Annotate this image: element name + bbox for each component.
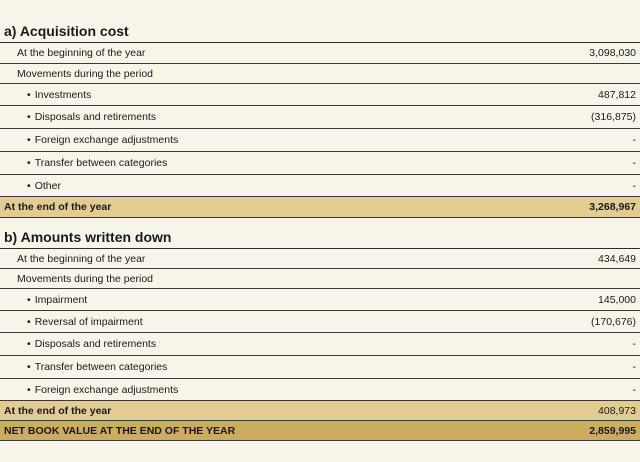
row-value: 3,098,030 [589,47,636,59]
table-row [0,129,640,152]
row-value: 487,812 [598,88,636,101]
row-label: Investments [34,88,92,101]
bullet-icon: • [27,293,31,306]
row-label: Disposals and retirements [34,111,157,123]
table-row [0,311,640,333]
subtotal-value: 408,973 [598,404,636,417]
table-row [0,43,640,64]
row-value: - [632,338,636,350]
table-row [0,269,640,289]
bullet-icon: • [27,179,31,192]
table-row [0,175,640,197]
row-value: - [632,383,636,396]
row-value: (170,676) [591,315,636,328]
row-label: Transfer between categories [34,157,168,169]
table-row [0,356,640,379]
row-label: Movements during the period [17,272,153,285]
row-value: (316,875) [591,111,636,123]
bullet-icon: • [27,315,31,328]
row-label: Foreign exchange adjustments [34,383,179,396]
row-label: At the beginning of the year [17,47,146,59]
subtotal-row [0,197,640,218]
subtotal-row [0,401,640,421]
bullet-icon: • [27,157,31,169]
table-row [0,333,640,356]
table-row [0,152,640,175]
row-label: Foreign exchange adjustments [34,134,179,146]
net-book-value-label: NET BOOK VALUE AT THE END OF THE YEAR [4,424,236,437]
row-value: - [632,157,636,169]
row-value: 434,649 [598,252,636,265]
row-value: - [632,361,636,373]
row-label: Other [34,179,61,192]
bullet-icon: • [27,338,31,350]
table-row [0,249,640,269]
row-label: At the beginning of the year [17,252,146,265]
table-row [0,84,640,106]
subtotal-label: At the end of the year [4,201,112,213]
row-label: Movements during the period [17,67,153,80]
bullet-icon: • [27,111,31,123]
row-value: - [632,134,636,146]
row-label: Transfer between categories [34,361,168,373]
row-value: 145,000 [598,293,636,306]
net-book-value: 2,859,995 [589,424,636,437]
row-label: Impairment [34,293,88,306]
bullet-icon: • [27,383,31,396]
bullet-icon: • [27,88,31,101]
net-book-value-row [0,421,640,441]
bullet-icon: • [27,361,31,373]
subtotal-label: At the end of the year [4,404,112,417]
row-value: - [632,179,636,192]
bullet-icon: • [27,134,31,146]
section-a-title: a) Acquisition cost [0,20,640,43]
row-label: Reversal of impairment [34,315,143,328]
section-b-title: b) Amounts written down [0,226,640,249]
row-label: Disposals and retirements [34,338,157,350]
table-row [0,106,640,129]
table-row [0,289,640,311]
table-row [0,379,640,401]
table-row [0,64,640,84]
subtotal-value: 3,268,967 [589,201,636,213]
